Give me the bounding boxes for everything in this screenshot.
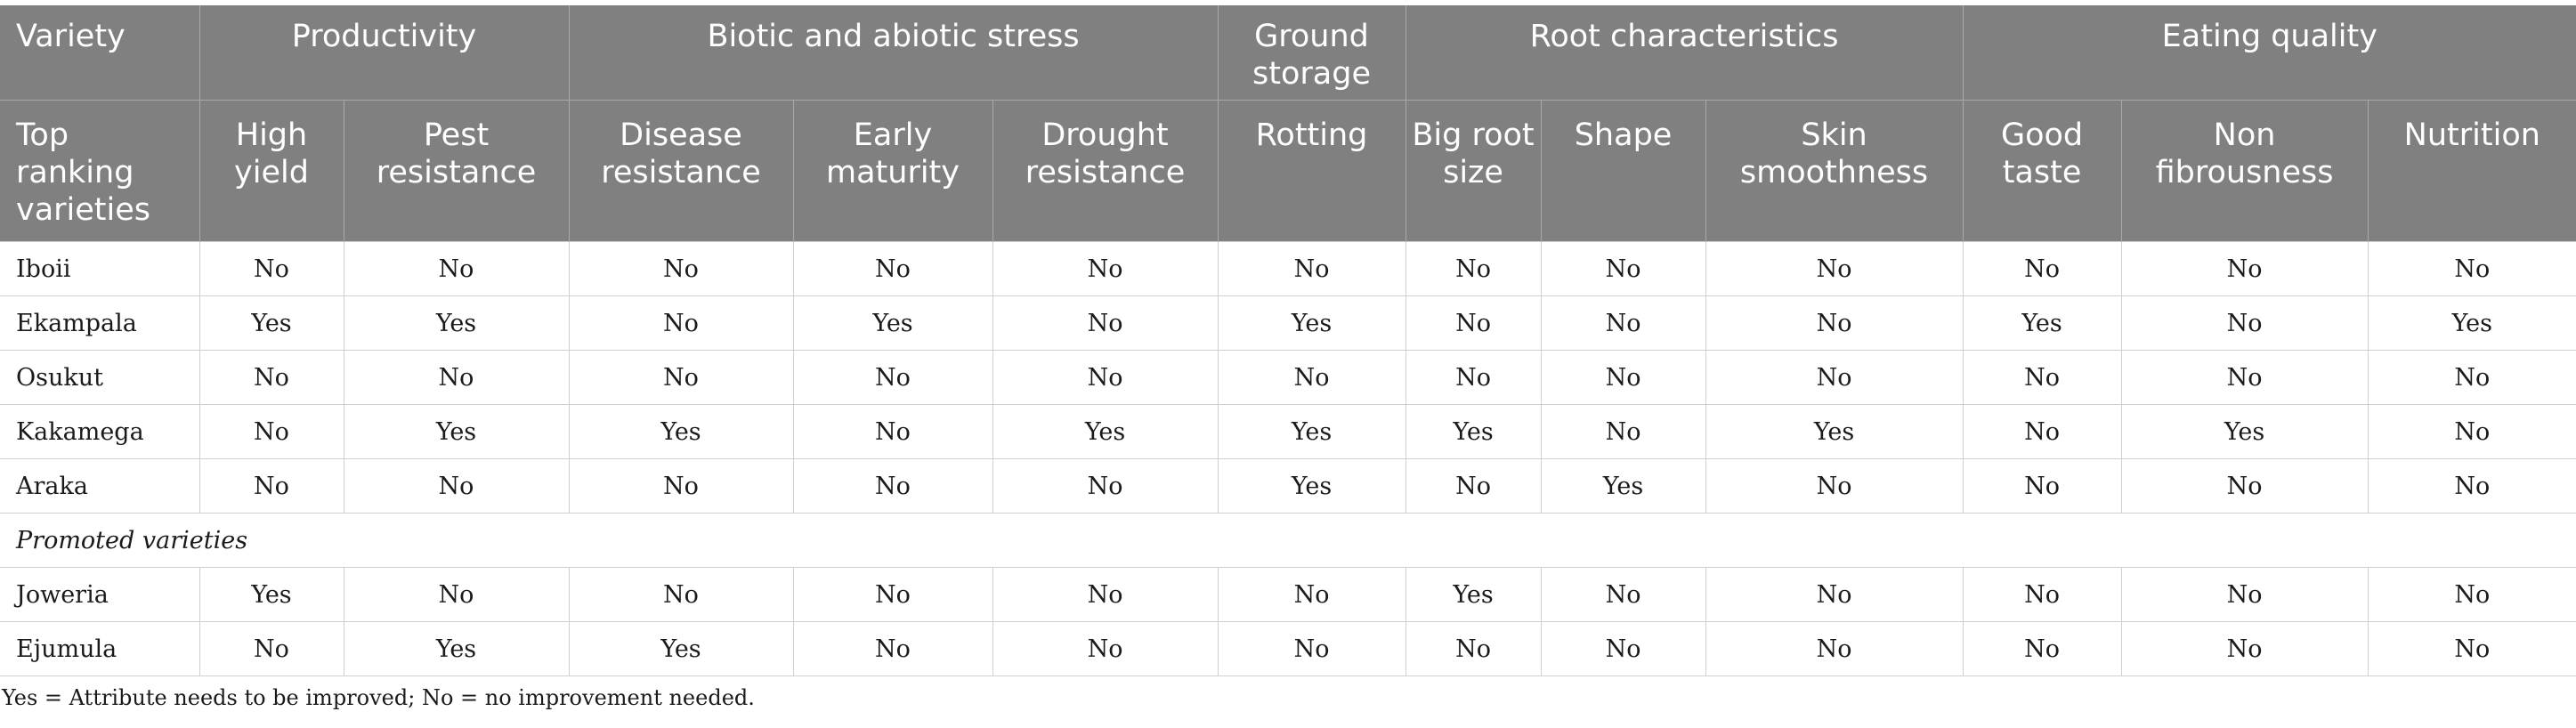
attribute-cell: No — [1705, 568, 1963, 622]
attribute-cell: No — [2368, 405, 2576, 459]
attribute-cell: No — [2368, 242, 2576, 296]
attribute-cell: No — [2368, 622, 2576, 676]
attribute-cell: Yes — [199, 568, 344, 622]
attribute-cell: No — [2121, 622, 2368, 676]
variety-name-cell: Ejumula — [0, 622, 199, 676]
group-header-ground-storage: Ground storage — [1218, 5, 1405, 101]
attribute-cell: No — [1963, 568, 2121, 622]
attribute-cell: Yes — [1218, 405, 1405, 459]
attribute-cell: No — [2121, 459, 2368, 514]
column-header: Skin smoothness — [1705, 101, 1963, 242]
group-header-eating-quality: Eating quality — [1963, 5, 2576, 101]
column-header: Shape — [1541, 101, 1705, 242]
table-footnote: Yes = Attribute needs to be improved; No = no improvement needed. — [2, 685, 755, 710]
table-row — [0, 568, 2576, 622]
attribute-cell: No — [2121, 568, 2368, 622]
attribute-cell: No — [199, 622, 344, 676]
table-row — [0, 296, 2576, 351]
attribute-cell: Yes — [1705, 405, 1963, 459]
attribute-cell: No — [1963, 351, 2121, 405]
attribute-cell: No — [992, 296, 1218, 351]
column-header: Non fibrousness — [2121, 101, 2368, 242]
attribute-cell: Yes — [569, 622, 793, 676]
attribute-cell: No — [2368, 459, 2576, 514]
variety-name-cell: Joweria — [0, 568, 199, 622]
attribute-cell: Yes — [344, 405, 569, 459]
attribute-cell: Yes — [1405, 405, 1541, 459]
attribute-cell: No — [1963, 622, 2121, 676]
attribute-cell: No — [569, 351, 793, 405]
table-body — [0, 242, 2576, 676]
attribute-cell: No — [1405, 459, 1541, 514]
group-header-root-characteristics: Root characteristics — [1405, 5, 1963, 101]
attribute-cell: No — [199, 405, 344, 459]
attribute-cell: No — [1541, 622, 1705, 676]
attribute-cell: No — [1218, 622, 1405, 676]
variety-attributes-table — [0, 5, 2576, 676]
variety-name-cell: Osukut — [0, 351, 199, 405]
attribute-cell: No — [1218, 351, 1405, 405]
table-row — [0, 622, 2576, 676]
attribute-cell: No — [1541, 242, 1705, 296]
group-header-row — [0, 5, 2576, 101]
attribute-cell: No — [1705, 351, 1963, 405]
attribute-cell: No — [992, 459, 1218, 514]
column-header: Disease resistance — [569, 101, 793, 242]
attribute-cell: Yes — [1541, 459, 1705, 514]
attribute-cell: No — [344, 351, 569, 405]
column-header: Nutrition — [2368, 101, 2576, 242]
attribute-cell: No — [992, 242, 1218, 296]
attribute-cell: No — [1541, 351, 1705, 405]
attribute-cell: No — [1405, 242, 1541, 296]
attribute-cell: No — [569, 242, 793, 296]
attribute-cell: No — [1405, 296, 1541, 351]
column-header: High yield — [199, 101, 344, 242]
attribute-cell: No — [2368, 351, 2576, 405]
attribute-cell: No — [1541, 405, 1705, 459]
attribute-cell: No — [1963, 405, 2121, 459]
attribute-cell: No — [2368, 568, 2576, 622]
attribute-cell: No — [1218, 242, 1405, 296]
group-header-stress: Biotic and abiotic stress — [569, 5, 1218, 101]
table-row — [0, 351, 2576, 405]
table-row — [0, 459, 2576, 514]
attribute-cell: No — [793, 568, 992, 622]
attribute-cell: No — [2121, 296, 2368, 351]
attribute-cell: No — [793, 622, 992, 676]
attribute-cell: Yes — [569, 405, 793, 459]
attribute-cell: No — [1705, 242, 1963, 296]
attribute-cell: No — [569, 568, 793, 622]
attribute-cell: No — [992, 622, 1218, 676]
attribute-cell: No — [199, 242, 344, 296]
table-row — [0, 242, 2576, 296]
attribute-cell: Yes — [344, 622, 569, 676]
attribute-cell: No — [793, 405, 992, 459]
attribute-cell: Yes — [793, 296, 992, 351]
attribute-cell: No — [1541, 568, 1705, 622]
attribute-cell: No — [1963, 242, 2121, 296]
attribute-cell: No — [1705, 459, 1963, 514]
column-header: Early maturity — [793, 101, 992, 242]
attribute-cell: No — [569, 296, 793, 351]
variety-name-cell: Kakamega — [0, 405, 199, 459]
attribute-cell: Yes — [1218, 296, 1405, 351]
column-header: Rotting — [1218, 101, 1405, 242]
attribute-cell: No — [1963, 459, 2121, 514]
attribute-cell: No — [793, 242, 992, 296]
attribute-cell: No — [344, 459, 569, 514]
attribute-cell: Yes — [1218, 459, 1405, 514]
variety-name-cell: Araka — [0, 459, 199, 514]
attribute-cell: Yes — [344, 296, 569, 351]
attribute-cell: No — [992, 568, 1218, 622]
attribute-cell: No — [1405, 351, 1541, 405]
attribute-cell: Yes — [2121, 405, 2368, 459]
attribute-cell: No — [793, 459, 992, 514]
attribute-cell: No — [1218, 568, 1405, 622]
column-header: Top ranking varieties — [0, 101, 199, 242]
column-header: Pest resistance — [344, 101, 569, 242]
column-header: Drought resistance — [992, 101, 1218, 242]
attribute-cell: No — [199, 459, 344, 514]
attribute-cell: No — [569, 459, 793, 514]
attribute-cell: Yes — [992, 405, 1218, 459]
attribute-cell: No — [992, 351, 1218, 405]
attribute-cell: No — [1405, 622, 1541, 676]
column-header-row — [0, 101, 2576, 242]
attribute-cell: Yes — [199, 296, 344, 351]
attribute-cell: No — [344, 568, 569, 622]
table-row — [0, 405, 2576, 459]
attribute-cell: No — [2121, 242, 2368, 296]
variety-name-cell: Ekampala — [0, 296, 199, 351]
column-header: Big root size — [1405, 101, 1541, 242]
attribute-cell: No — [344, 242, 569, 296]
group-header-productivity: Productivity — [199, 5, 569, 101]
attribute-cell: No — [2121, 351, 2368, 405]
variety-name-cell: Iboii — [0, 242, 199, 296]
attribute-cell: No — [1541, 296, 1705, 351]
attribute-cell: No — [199, 351, 344, 405]
attribute-cell: Yes — [1963, 296, 2121, 351]
section-row — [0, 514, 2576, 568]
attribute-cell: Yes — [2368, 296, 2576, 351]
attribute-cell: No — [793, 351, 992, 405]
attribute-cell: No — [1705, 296, 1963, 351]
attribute-cell: No — [1705, 622, 1963, 676]
section-label-promoted: Promoted varieties — [0, 514, 2576, 568]
attribute-cell: Yes — [1405, 568, 1541, 622]
group-header-variety: Variety — [0, 5, 199, 101]
column-header: Good taste — [1963, 101, 2121, 242]
